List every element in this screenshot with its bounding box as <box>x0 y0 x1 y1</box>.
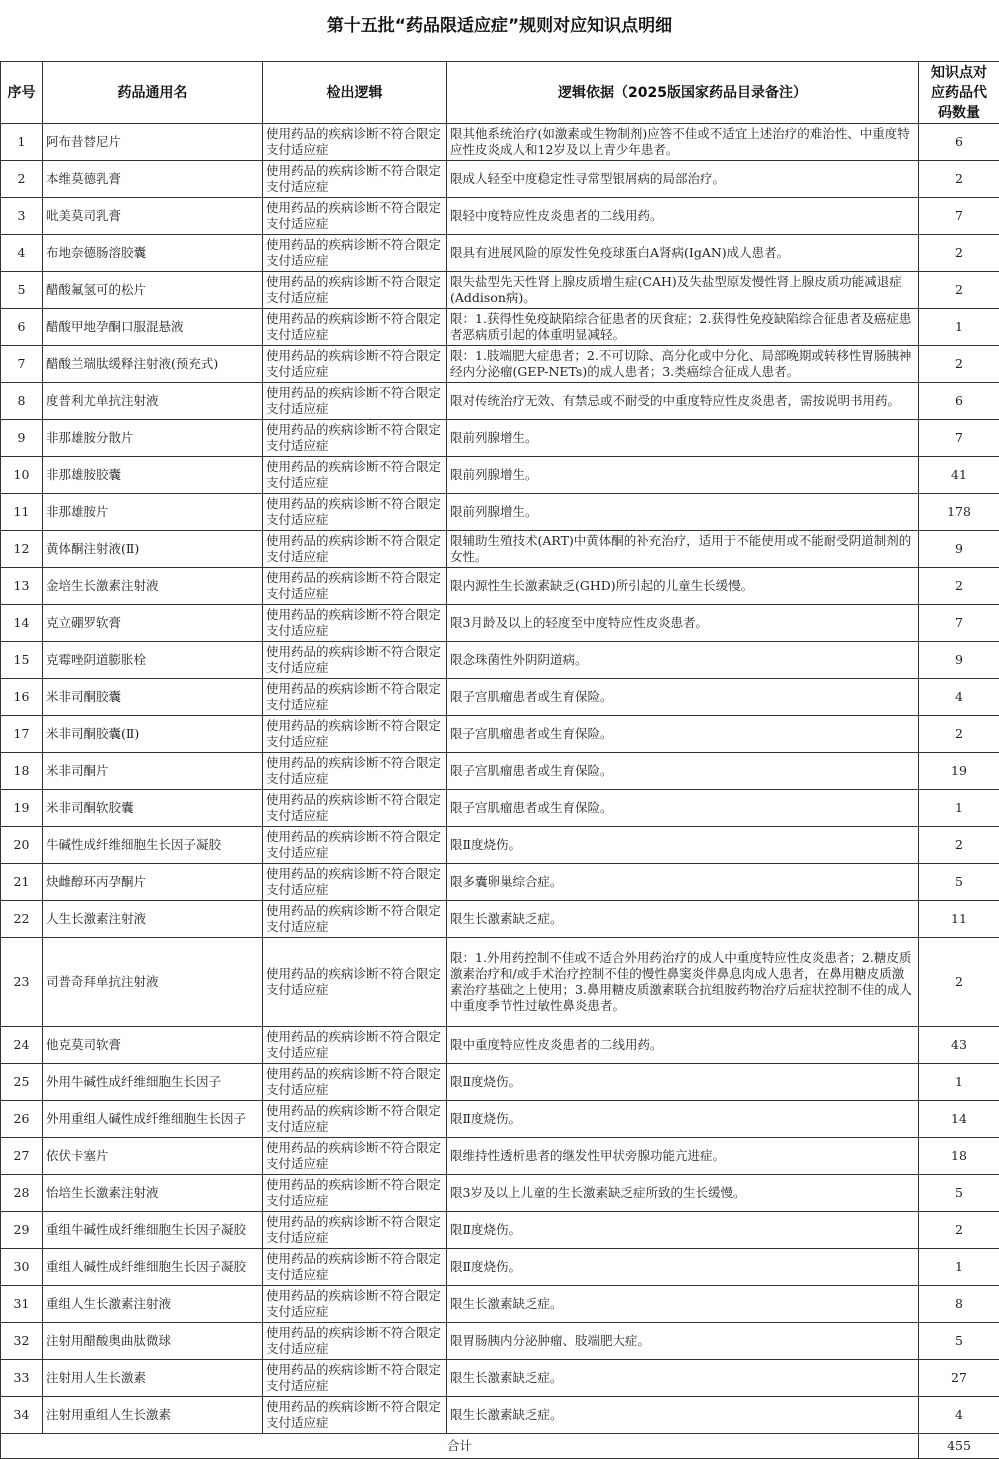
cell-basis: 限胃肠胰内分泌肿瘤、肢端肥大症。 <box>447 1323 919 1360</box>
cell-basis: 限对传统治疗无效、有禁忌或不耐受的中重度特应性皮炎患者，需按说明书用药。 <box>447 383 919 420</box>
cell-count: 9 <box>919 642 999 679</box>
cell-logic: 使用药品的疾病诊断不符合限定支付适应症 <box>263 457 447 494</box>
cell-drug-name: 人生长激素注射液 <box>43 901 263 938</box>
cell-drug-name: 金培生长激素注射液 <box>43 568 263 605</box>
cell-drug-name: 阿布昔替尼片 <box>43 124 263 161</box>
cell-basis: 限子宫肌瘤患者或生育保险。 <box>447 679 919 716</box>
table-row <box>1 679 999 716</box>
cell-no: 4 <box>1 235 43 272</box>
cell-drug-name: 米非司酮软胶囊 <box>43 790 263 827</box>
table-row <box>1 605 999 642</box>
table-row <box>1 753 999 790</box>
cell-count: 1 <box>919 790 999 827</box>
cell-count: 2 <box>919 1212 999 1249</box>
cell-drug-name: 注射用人生长激素 <box>43 1360 263 1397</box>
cell-logic: 使用药品的疾病诊断不符合限定支付适应症 <box>263 1397 447 1434</box>
cell-basis: 限3月龄及以上的轻度至中度特应性皮炎患者。 <box>447 605 919 642</box>
table-row <box>1 494 999 531</box>
cell-basis: 限轻中度特应性皮炎患者的二线用药。 <box>447 198 919 235</box>
total-count: 455 <box>919 1434 999 1459</box>
cell-no: 27 <box>1 1138 43 1175</box>
cell-basis: 限中重度特应性皮炎患者的二线用药。 <box>447 1027 919 1064</box>
cell-logic: 使用药品的疾病诊断不符合限定支付适应症 <box>263 1064 447 1101</box>
cell-count: 7 <box>919 198 999 235</box>
cell-logic: 使用药品的疾病诊断不符合限定支付适应症 <box>263 901 447 938</box>
cell-basis: 限Ⅱ度烧伤。 <box>447 1212 919 1249</box>
cell-logic: 使用药品的疾病诊断不符合限定支付适应症 <box>263 642 447 679</box>
cell-drug-name: 布地奈德肠溶胶囊 <box>43 235 263 272</box>
cell-no: 19 <box>1 790 43 827</box>
cell-logic: 使用药品的疾病诊断不符合限定支付适应症 <box>263 346 447 383</box>
table-header <box>1 62 999 124</box>
cell-drug-name: 重组牛碱性成纤维细胞生长因子凝胶 <box>43 1212 263 1249</box>
cell-logic: 使用药品的疾病诊断不符合限定支付适应症 <box>263 1323 447 1360</box>
cell-logic: 使用药品的疾病诊断不符合限定支付适应症 <box>263 1138 447 1175</box>
table-row <box>1 1249 999 1286</box>
table-row <box>1 1175 999 1212</box>
cell-logic: 使用药品的疾病诊断不符合限定支付适应症 <box>263 1175 447 1212</box>
cell-no: 21 <box>1 864 43 901</box>
cell-basis: 限生长激素缺乏症。 <box>447 1397 919 1434</box>
table-row <box>1 1323 999 1360</box>
table-row <box>1 1027 999 1064</box>
cell-count: 19 <box>919 753 999 790</box>
cell-basis: 限念珠菌性外阴阴道病。 <box>447 642 919 679</box>
knowledge-table <box>0 61 999 1459</box>
cell-basis: 限维持性透析患者的继发性甲状旁腺功能亢进症。 <box>447 1138 919 1175</box>
cell-drug-name: 依伏卡塞片 <box>43 1138 263 1175</box>
table-row <box>1 272 999 309</box>
header-basis: 逻辑依据（2025版国家药品目录备注） <box>447 62 919 124</box>
cell-logic: 使用药品的疾病诊断不符合限定支付适应症 <box>263 309 447 346</box>
cell-logic: 使用药品的疾病诊断不符合限定支付适应症 <box>263 1101 447 1138</box>
cell-logic: 使用药品的疾病诊断不符合限定支付适应症 <box>263 1027 447 1064</box>
cell-count: 4 <box>919 679 999 716</box>
table-row <box>1 1138 999 1175</box>
cell-no: 6 <box>1 309 43 346</box>
cell-count: 9 <box>919 531 999 568</box>
cell-basis: 限失盐型先天性肾上腺皮质增生症(CAH)及失盐型原发慢性肾上腺皮质功能减退症(Addison病)。 <box>447 272 919 309</box>
table-row <box>1 864 999 901</box>
cell-count: 27 <box>919 1360 999 1397</box>
table-row <box>1 1286 999 1323</box>
cell-no: 24 <box>1 1027 43 1064</box>
cell-count: 2 <box>919 716 999 753</box>
cell-basis: 限Ⅱ度烧伤。 <box>447 1064 919 1101</box>
cell-no: 15 <box>1 642 43 679</box>
table-row <box>1 1212 999 1249</box>
table-body <box>1 124 999 1459</box>
cell-drug-name: 米非司酮胶囊(Ⅱ) <box>43 716 263 753</box>
cell-logic: 使用药品的疾病诊断不符合限定支付适应症 <box>263 1286 447 1323</box>
cell-logic: 使用药品的疾病诊断不符合限定支付适应症 <box>263 716 447 753</box>
cell-no: 20 <box>1 827 43 864</box>
cell-basis: 限多囊卵巢综合症。 <box>447 864 919 901</box>
cell-count: 5 <box>919 864 999 901</box>
cell-count: 6 <box>919 124 999 161</box>
cell-no: 31 <box>1 1286 43 1323</box>
cell-logic: 使用药品的疾病诊断不符合限定支付适应症 <box>263 383 447 420</box>
cell-logic: 使用药品的疾病诊断不符合限定支付适应症 <box>263 864 447 901</box>
table-row <box>1 198 999 235</box>
cell-count: 7 <box>919 605 999 642</box>
cell-count: 14 <box>919 1101 999 1138</box>
table-row <box>1 383 999 420</box>
cell-basis: 限前列腺增生。 <box>447 457 919 494</box>
cell-drug-name: 注射用醋酸奥曲肽微球 <box>43 1323 263 1360</box>
table-row <box>1 1064 999 1101</box>
cell-logic: 使用药品的疾病诊断不符合限定支付适应症 <box>263 1249 447 1286</box>
cell-basis: 限子宫肌瘤患者或生育保险。 <box>447 790 919 827</box>
cell-basis: 限：1.肢端肥大症患者；2.不可切除、高分化或中分化、局部晚期或转移性胃肠胰神经内分泌瘤(GEP-NETs)的成人患者；3.类癌综合征成人患者。 <box>447 346 919 383</box>
cell-drug-name: 醋酸兰瑞肽缓释注射液(预充式) <box>43 346 263 383</box>
table-row <box>1 1101 999 1138</box>
cell-count: 1 <box>919 309 999 346</box>
table-row <box>1 161 999 198</box>
cell-basis: 限前列腺增生。 <box>447 494 919 531</box>
cell-drug-name: 司普奇拜单抗注射液 <box>43 938 263 1027</box>
table-row <box>1 790 999 827</box>
cell-count: 5 <box>919 1175 999 1212</box>
cell-count: 41 <box>919 457 999 494</box>
cell-drug-name: 重组人碱性成纤维细胞生长因子凝胶 <box>43 1249 263 1286</box>
table-row <box>1 1397 999 1434</box>
cell-basis: 限成人轻至中度稳定性寻常型银屑病的局部治疗。 <box>447 161 919 198</box>
cell-count: 2 <box>919 568 999 605</box>
total-label: 合计 <box>1 1434 919 1459</box>
cell-basis: 限：1.获得性免疫缺陷综合征患者的厌食症；2.获得性免疫缺陷综合征患者及癌症患者恶病质引起的体重明显减轻。 <box>447 309 919 346</box>
cell-count: 2 <box>919 235 999 272</box>
cell-logic: 使用药品的疾病诊断不符合限定支付适应症 <box>263 198 447 235</box>
cell-no: 33 <box>1 1360 43 1397</box>
table-row <box>1 716 999 753</box>
cell-basis: 限子宫肌瘤患者或生育保险。 <box>447 716 919 753</box>
cell-no: 3 <box>1 198 43 235</box>
cell-count: 1 <box>919 1249 999 1286</box>
cell-drug-name: 醋酸氟氢可的松片 <box>43 272 263 309</box>
cell-logic: 使用药品的疾病诊断不符合限定支付适应症 <box>263 790 447 827</box>
cell-no: 29 <box>1 1212 43 1249</box>
cell-drug-name: 外用牛碱性成纤维细胞生长因子 <box>43 1064 263 1101</box>
cell-drug-name: 度普利尤单抗注射液 <box>43 383 263 420</box>
cell-count: 178 <box>919 494 999 531</box>
cell-drug-name: 醋酸甲地孕酮口服混悬液 <box>43 309 263 346</box>
cell-logic: 使用药品的疾病诊断不符合限定支付适应症 <box>263 605 447 642</box>
cell-no: 17 <box>1 716 43 753</box>
table-row <box>1 457 999 494</box>
cell-count: 43 <box>919 1027 999 1064</box>
page-title: 第十五批“药品限适应症”规则对应知识点明细 <box>0 8 999 44</box>
cell-drug-name: 米非司酮胶囊 <box>43 679 263 716</box>
header-drug-name: 药品通用名 <box>43 62 263 124</box>
cell-no: 32 <box>1 1323 43 1360</box>
cell-drug-name: 非那雄胺片 <box>43 494 263 531</box>
cell-no: 30 <box>1 1249 43 1286</box>
cell-no: 5 <box>1 272 43 309</box>
cell-logic: 使用药品的疾病诊断不符合限定支付适应症 <box>263 420 447 457</box>
cell-count: 4 <box>919 1397 999 1434</box>
cell-no: 7 <box>1 346 43 383</box>
cell-basis: 限Ⅱ度烧伤。 <box>447 827 919 864</box>
cell-no: 18 <box>1 753 43 790</box>
cell-basis: 限其他系统治疗(如激素或生物制剂)应答不佳或不适宜上述治疗的难治性、中重度特应性皮炎成人和12岁及以上青少年患者。 <box>447 124 919 161</box>
cell-drug-name: 怡培生长激素注射液 <box>43 1175 263 1212</box>
cell-drug-name: 非那雄胺分散片 <box>43 420 263 457</box>
cell-count: 2 <box>919 272 999 309</box>
table-row <box>1 531 999 568</box>
cell-no: 14 <box>1 605 43 642</box>
cell-no: 34 <box>1 1397 43 1434</box>
cell-logic: 使用药品的疾病诊断不符合限定支付适应症 <box>263 1212 447 1249</box>
table-row <box>1 938 999 1027</box>
cell-count: 7 <box>919 420 999 457</box>
cell-basis: 限前列腺增生。 <box>447 420 919 457</box>
cell-drug-name: 重组人生长激素注射液 <box>43 1286 263 1323</box>
cell-basis: 限生长激素缺乏症。 <box>447 1360 919 1397</box>
cell-count: 11 <box>919 901 999 938</box>
cell-no: 13 <box>1 568 43 605</box>
table-row <box>1 901 999 938</box>
cell-basis: 限辅助生殖技术(ART)中黄体酮的补充治疗，适用于不能使用或不能耐受阴道制剂的女性。 <box>447 531 919 568</box>
cell-no: 25 <box>1 1064 43 1101</box>
cell-count: 2 <box>919 346 999 383</box>
cell-no: 28 <box>1 1175 43 1212</box>
cell-logic: 使用药品的疾病诊断不符合限定支付适应症 <box>263 124 447 161</box>
cell-logic: 使用药品的疾病诊断不符合限定支付适应症 <box>263 1360 447 1397</box>
cell-basis: 限3岁及以上儿童的生长激素缺乏症所致的生长缓慢。 <box>447 1175 919 1212</box>
table-row <box>1 1360 999 1397</box>
cell-basis: 限Ⅱ度烧伤。 <box>447 1101 919 1138</box>
cell-logic: 使用药品的疾病诊断不符合限定支付适应症 <box>263 235 447 272</box>
cell-basis: 限Ⅱ度烧伤。 <box>447 1249 919 1286</box>
table-row <box>1 309 999 346</box>
cell-count: 5 <box>919 1323 999 1360</box>
cell-drug-name: 外用重组人碱性成纤维细胞生长因子 <box>43 1101 263 1138</box>
cell-logic: 使用药品的疾病诊断不符合限定支付适应症 <box>263 531 447 568</box>
cell-basis: 限生长激素缺乏症。 <box>447 901 919 938</box>
cell-drug-name: 他克莫司软膏 <box>43 1027 263 1064</box>
cell-no: 23 <box>1 938 43 1027</box>
cell-basis: 限具有进展风险的原发性免疫球蛋白A肾病(IgAN)成人患者。 <box>447 235 919 272</box>
cell-basis: 限子宫肌瘤患者或生育保险。 <box>447 753 919 790</box>
cell-count: 2 <box>919 827 999 864</box>
cell-logic: 使用药品的疾病诊断不符合限定支付适应症 <box>263 679 447 716</box>
cell-no: 26 <box>1 1101 43 1138</box>
cell-basis: 限生长激素缺乏症。 <box>447 1286 919 1323</box>
cell-logic: 使用药品的疾病诊断不符合限定支付适应症 <box>263 827 447 864</box>
cell-drug-name: 米非司酮片 <box>43 753 263 790</box>
cell-no: 12 <box>1 531 43 568</box>
cell-drug-name: 非那雄胺胶囊 <box>43 457 263 494</box>
cell-count: 2 <box>919 161 999 198</box>
table-row <box>1 827 999 864</box>
cell-no: 8 <box>1 383 43 420</box>
cell-drug-name: 吡美莫司乳膏 <box>43 198 263 235</box>
cell-basis: 限：1.外用药控制不佳或不适合外用药治疗的成人中重度特应性皮炎患者；2.糖皮质激素治疗和/或手术治疗控制不佳的慢性鼻窦炎伴鼻息肉成人患者，在鼻用糖皮质激素治疗基础之上使用；3.鼻用糖皮质激素联合抗组胺药物治疗后症状控制不佳的成人中重度季节性过敏性鼻炎患者。 <box>447 938 919 1027</box>
cell-drug-name: 牛碱性成纤维细胞生长因子凝胶 <box>43 827 263 864</box>
cell-logic: 使用药品的疾病诊断不符合限定支付适应症 <box>263 753 447 790</box>
cell-logic: 使用药品的疾病诊断不符合限定支付适应症 <box>263 272 447 309</box>
cell-logic: 使用药品的疾病诊断不符合限定支付适应症 <box>263 938 447 1027</box>
cell-count: 2 <box>919 938 999 1027</box>
cell-count: 6 <box>919 383 999 420</box>
cell-no: 10 <box>1 457 43 494</box>
total-row <box>1 1434 999 1459</box>
cell-basis: 限内源性生长激素缺乏(GHD)所引起的儿童生长缓慢。 <box>447 568 919 605</box>
cell-logic: 使用药品的疾病诊断不符合限定支付适应症 <box>263 568 447 605</box>
cell-no: 16 <box>1 679 43 716</box>
cell-drug-name: 炔雌醇环丙孕酮片 <box>43 864 263 901</box>
table-row <box>1 346 999 383</box>
cell-no: 22 <box>1 901 43 938</box>
cell-no: 1 <box>1 124 43 161</box>
cell-drug-name: 克霉唑阴道膨胀栓 <box>43 642 263 679</box>
header-logic: 检出逻辑 <box>263 62 447 124</box>
table-row <box>1 124 999 161</box>
table-row <box>1 235 999 272</box>
cell-drug-name: 注射用重组人生长激素 <box>43 1397 263 1434</box>
cell-no: 9 <box>1 420 43 457</box>
cell-logic: 使用药品的疾病诊断不符合限定支付适应症 <box>263 161 447 198</box>
cell-drug-name: 本维莫德乳膏 <box>43 161 263 198</box>
cell-no: 11 <box>1 494 43 531</box>
header-count: 知识点对应药品代码数量 <box>919 62 999 124</box>
cell-count: 18 <box>919 1138 999 1175</box>
cell-count: 1 <box>919 1064 999 1101</box>
cell-drug-name: 黄体酮注射液(Ⅱ) <box>43 531 263 568</box>
cell-drug-name: 克立硼罗软膏 <box>43 605 263 642</box>
cell-logic: 使用药品的疾病诊断不符合限定支付适应症 <box>263 494 447 531</box>
cell-count: 8 <box>919 1286 999 1323</box>
table-row <box>1 642 999 679</box>
header-no: 序号 <box>1 62 43 124</box>
table-row <box>1 420 999 457</box>
header-row <box>1 62 999 124</box>
table-row <box>1 568 999 605</box>
cell-no: 2 <box>1 161 43 198</box>
